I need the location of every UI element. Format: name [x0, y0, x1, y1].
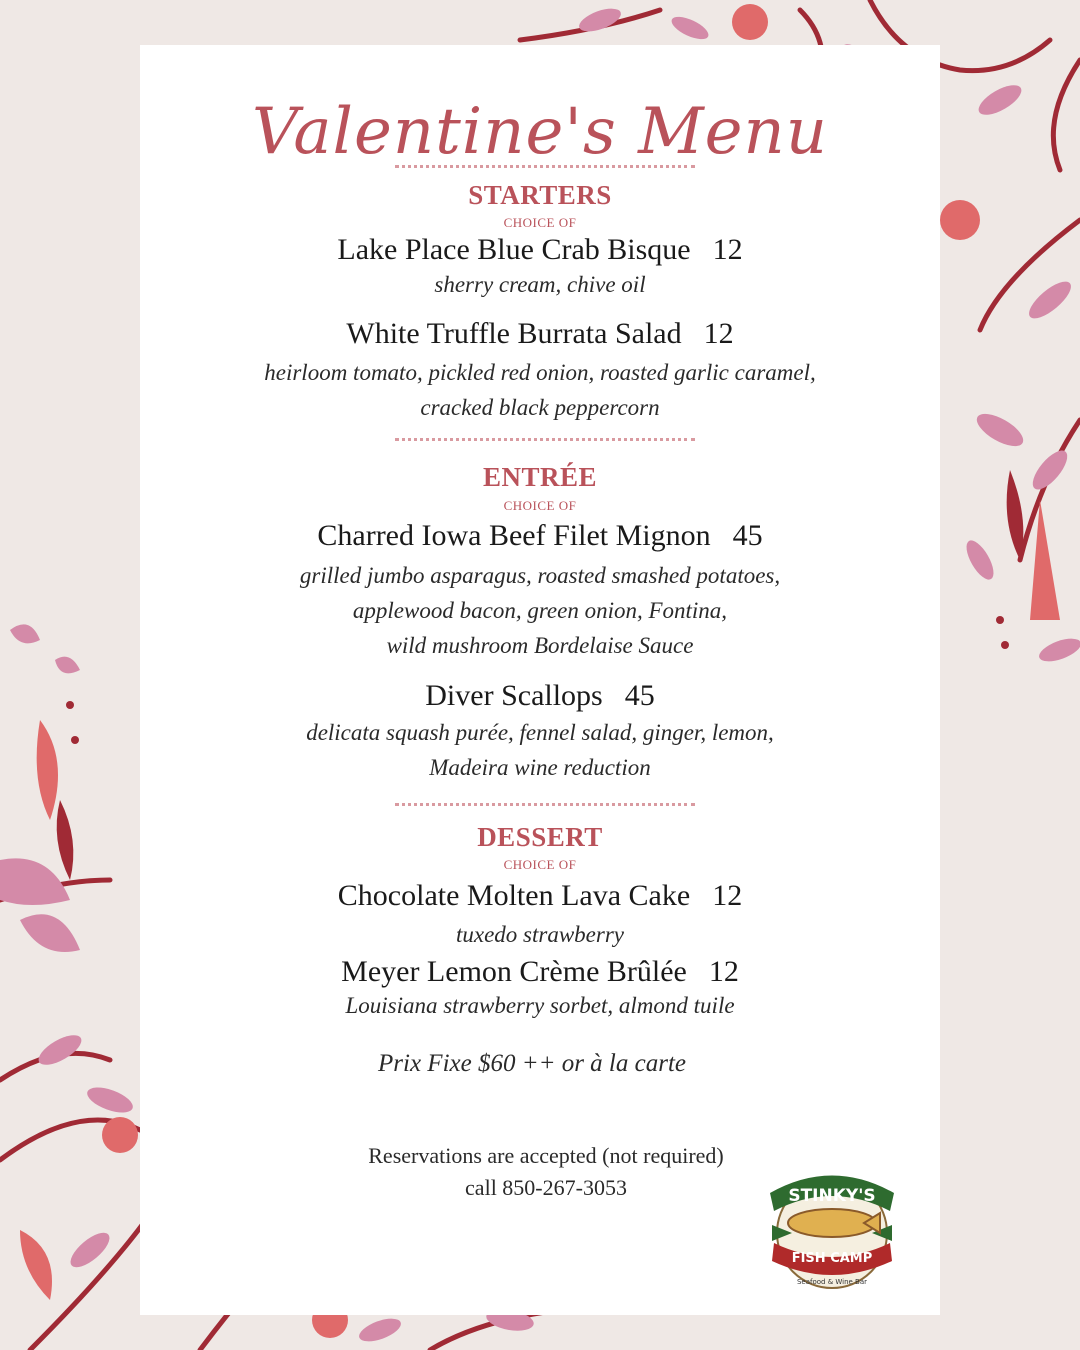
item-price: 12 — [712, 879, 743, 912]
description-line: Madeira wine reduction — [429, 755, 651, 780]
phone-text: call 850-267-3053 — [465, 1175, 627, 1200]
menu-item-description — [140, 267, 940, 302]
item-price: 12 — [712, 233, 743, 266]
menu-item-description — [140, 988, 940, 1023]
description-line: Louisiana strawberry sorbet, almond tuile — [345, 993, 735, 1018]
description-line: delicata squash purée, fennel salad, ginger, lemon, — [306, 720, 774, 745]
section-subheading: CHOICE OF — [503, 498, 577, 513]
menu-item-name — [140, 679, 940, 713]
section-divider — [395, 803, 695, 806]
item-price: 45 — [732, 519, 763, 552]
menu-item-description — [140, 558, 940, 663]
menu-card — [140, 45, 940, 1315]
description-line: sherry cream, chive oil — [434, 272, 646, 297]
logo-name-top: STINKY'S — [788, 1186, 876, 1206]
section-heading-dessert: DESSERT — [477, 822, 603, 852]
menu-title: Valentine's Menu — [252, 95, 828, 169]
item-price: 12 — [708, 955, 739, 988]
section-divider — [395, 165, 695, 168]
logo-tagline: Seafood & Wine Bar — [796, 1278, 868, 1286]
menu-item-name — [140, 519, 940, 553]
menu-item-name — [140, 955, 940, 989]
logo-name-bottom: FISH CAMP — [791, 1251, 873, 1266]
description-line: tuxedo strawberry — [455, 922, 624, 947]
item-name-text: Meyer Lemon Crème Brûlée — [341, 955, 687, 988]
prix-fixe-text: Prix Fixe $60 ++ or à la carte — [378, 1050, 686, 1077]
menu-item-name — [140, 879, 940, 913]
section-heading-entree: ENTRÉE — [482, 462, 598, 492]
menu-item-name — [140, 233, 940, 267]
description-line: grilled jumbo asparagus, roasted smashed potatoes, — [299, 563, 781, 588]
description-line: cracked black peppercorn — [420, 395, 660, 420]
menu-item-description — [140, 715, 940, 785]
item-price: 45 — [624, 679, 655, 712]
description-line: heirloom tomato, pickled red onion, roasted garlic caramel, — [264, 360, 816, 385]
section-heading-starters: STARTERS — [468, 180, 612, 210]
item-name-text: Charred Iowa Beef Filet Mignon — [317, 519, 711, 552]
description-line: applewood bacon, green onion, Fontina, — [352, 598, 728, 623]
section-subheading: CHOICE OF — [503, 215, 577, 230]
section-subheading: CHOICE OF — [503, 857, 577, 872]
menu-item-name — [140, 317, 940, 351]
stinkys-fish-camp-logo — [752, 1163, 912, 1303]
item-name-text: Chocolate Molten Lava Cake — [337, 879, 691, 912]
item-name-text: Diver Scallops — [425, 679, 603, 712]
menu-item-description — [140, 917, 940, 952]
section-divider — [395, 438, 695, 441]
item-name-text: Lake Place Blue Crab Bisque — [337, 233, 691, 266]
reservation-text: Reservations are accepted (not required) — [368, 1143, 724, 1168]
menu-item-description — [140, 355, 940, 425]
item-name-text: White Truffle Burrata Salad — [346, 317, 682, 350]
item-price: 12 — [703, 317, 734, 350]
description-line: wild mushroom Bordelaise Sauce — [386, 633, 694, 658]
